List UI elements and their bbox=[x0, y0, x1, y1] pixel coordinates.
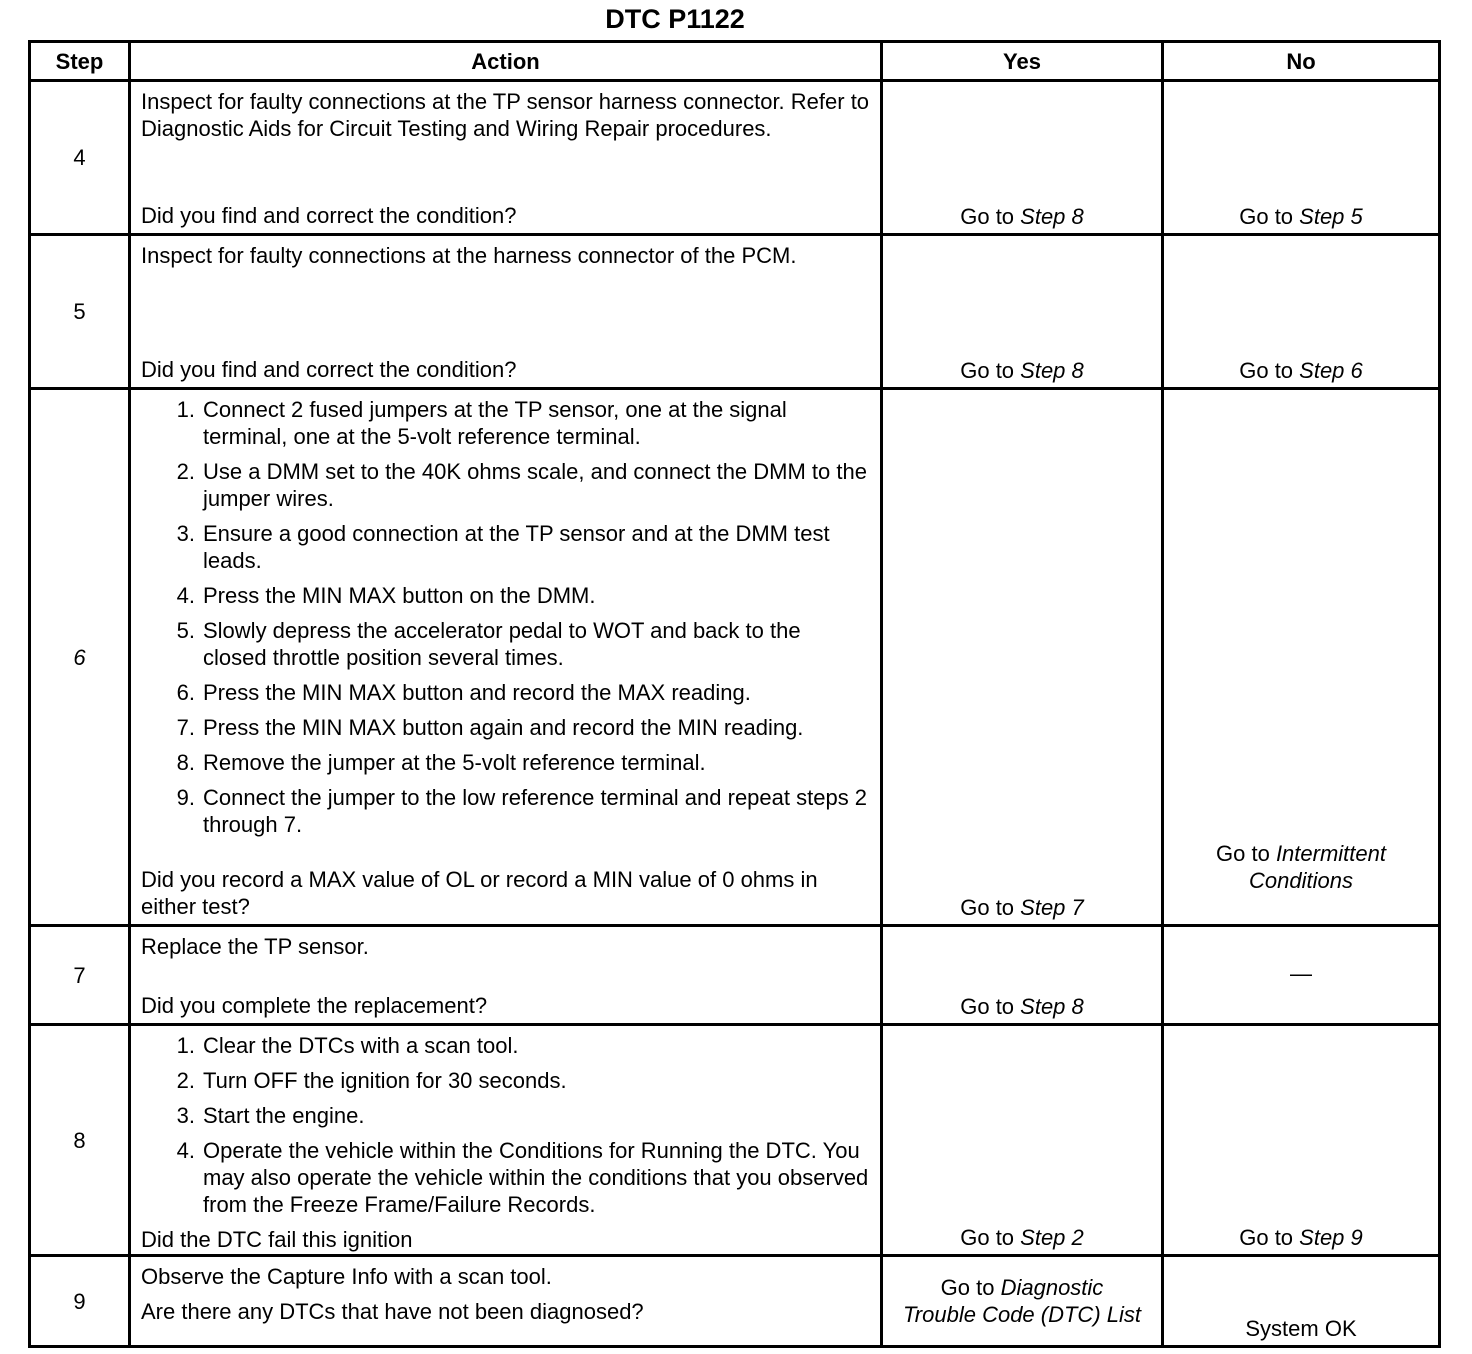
no-target: Step 5 bbox=[1299, 204, 1363, 229]
yes-prefix: Go to bbox=[960, 1225, 1021, 1250]
list-item bbox=[141, 1067, 870, 1094]
no-cell bbox=[1163, 389, 1440, 926]
item-number: 7. bbox=[176, 715, 195, 740]
yes-cell bbox=[882, 389, 1163, 926]
header-step: Step bbox=[30, 42, 130, 81]
list-item bbox=[141, 520, 870, 574]
action-text: Inspect for faulty connections at the harness connector of the PCM. bbox=[141, 243, 797, 268]
header-no: No bbox=[1163, 42, 1440, 81]
table-row bbox=[30, 1256, 1440, 1347]
page-title: DTC P1122 bbox=[605, 4, 745, 34]
no-cell bbox=[1163, 1025, 1440, 1256]
list-item bbox=[141, 714, 870, 741]
yes-target: Step 8 bbox=[1020, 994, 1084, 1019]
action-cell bbox=[130, 1256, 882, 1347]
procedure-list bbox=[141, 1032, 870, 1226]
yes-cell bbox=[882, 926, 1163, 1025]
no-cell bbox=[1163, 235, 1440, 389]
no-prefix: Go to bbox=[1239, 1225, 1300, 1250]
step-number: 5 bbox=[30, 235, 130, 389]
list-item bbox=[141, 396, 870, 450]
yes-prefix: Go to bbox=[940, 1275, 1001, 1300]
item-text: Slowly depress the accelerator pedal to WOT and back to the closed throttle position several times. bbox=[203, 618, 801, 670]
item-number: 2. bbox=[176, 459, 195, 484]
item-number: 2. bbox=[176, 1068, 195, 1093]
action-cell bbox=[130, 235, 882, 389]
step-number: 4 bbox=[30, 81, 130, 235]
no-cell bbox=[1163, 81, 1440, 235]
item-text: Use a DMM set to the 40K ohms scale, and connect the DMM to the jumper wires. bbox=[203, 459, 867, 511]
step-number bbox=[30, 389, 130, 926]
table-row bbox=[30, 389, 1440, 926]
yes-cell bbox=[882, 235, 1163, 389]
item-text: Turn OFF the ignition for 30 seconds. bbox=[203, 1068, 567, 1093]
action-cell bbox=[130, 1025, 882, 1256]
step-number: 7 bbox=[30, 926, 130, 1025]
list-item bbox=[141, 679, 870, 706]
action-text: Inspect for faulty connections at the TP sensor harness connector. Refer to Diagnostic Aids for Circuit Testing and Wiring Repair procedures. bbox=[141, 89, 870, 141]
list-item bbox=[141, 1032, 870, 1059]
item-number: 1. bbox=[176, 1033, 195, 1058]
header-yes: Yes bbox=[882, 42, 1163, 81]
step-number: 8 bbox=[30, 1025, 130, 1256]
item-number: 8. bbox=[176, 750, 195, 775]
no-prefix: Go to bbox=[1239, 204, 1300, 229]
list-item bbox=[141, 1102, 870, 1129]
yes-prefix: Go to bbox=[960, 994, 1021, 1019]
yes-target: Step 2 bbox=[1020, 1225, 1084, 1250]
action-cell bbox=[130, 389, 882, 926]
yes-target: Step 8 bbox=[1020, 204, 1084, 229]
action-question: Did you find and correct the condition? bbox=[141, 203, 517, 228]
list-item bbox=[141, 582, 870, 609]
item-number: 9. bbox=[176, 785, 195, 810]
no-target: Step 9 bbox=[1299, 1225, 1363, 1250]
yes-cell bbox=[882, 1256, 1163, 1347]
no-cell bbox=[1163, 926, 1440, 1025]
no-prefix: Go to bbox=[1216, 841, 1276, 866]
action-question: Are there any DTCs that have not been diagnosed? bbox=[141, 1299, 644, 1324]
action-cell bbox=[130, 81, 882, 235]
table-row bbox=[30, 81, 1440, 235]
item-text: Press the MIN MAX button and record the MAX reading. bbox=[203, 680, 751, 705]
table-row bbox=[30, 1025, 1440, 1256]
item-number: 6. bbox=[176, 680, 195, 705]
header-action: Action bbox=[130, 42, 882, 81]
yes-prefix: Go to bbox=[960, 358, 1021, 383]
item-number: 3. bbox=[176, 1103, 195, 1128]
item-text: Connect 2 fused jumpers at the TP sensor, one at the signal terminal, one at the 5-volt reference terminal. bbox=[203, 397, 787, 449]
action-question: Did you record a MAX value of OL or record a MIN value of 0 ohms in either test? bbox=[141, 867, 818, 919]
item-number: 1. bbox=[176, 397, 195, 422]
yes-prefix: Go to bbox=[960, 895, 1021, 920]
yes-cell bbox=[882, 81, 1163, 235]
no-dash: — bbox=[1290, 961, 1312, 986]
list-item bbox=[141, 749, 870, 776]
no-text: System OK bbox=[1245, 1316, 1357, 1341]
yes-cell bbox=[882, 1025, 1163, 1256]
item-number: 5. bbox=[176, 618, 195, 643]
action-question: Did you find and correct the condition? bbox=[141, 357, 517, 382]
action-text: Observe the Capture Info with a scan tool. bbox=[141, 1264, 552, 1289]
item-text: Press the MIN MAX button again and record the MIN reading. bbox=[203, 715, 804, 740]
item-number: 3. bbox=[176, 521, 195, 546]
yes-target: Diagnostic Trouble Code (DTC) List bbox=[903, 1275, 1141, 1327]
item-text: Operate the vehicle within the Conditions for Running the DTC. You may also operate the vehicle within the conditions that you observed from the Freeze Frame/Failure Records. bbox=[203, 1138, 869, 1217]
procedure-list bbox=[141, 396, 870, 846]
no-cell bbox=[1163, 1256, 1440, 1347]
item-text: Start the engine. bbox=[203, 1103, 365, 1128]
step-number: 9 bbox=[30, 1256, 130, 1347]
action-text: Replace the TP sensor. bbox=[141, 934, 369, 959]
item-text: Connect the jumper to the low reference terminal and repeat steps 2 through 7. bbox=[203, 785, 868, 837]
yes-prefix: Go to bbox=[960, 204, 1021, 229]
item-text: Remove the jumper at the 5-volt reference terminal. bbox=[203, 750, 706, 775]
no-target: Step 6 bbox=[1299, 358, 1363, 383]
table-row bbox=[30, 235, 1440, 389]
yes-target: Step 8 bbox=[1020, 358, 1084, 383]
no-target: Intermittent Conditions bbox=[1249, 841, 1386, 893]
item-number: 4. bbox=[176, 1138, 195, 1163]
yes-target: Step 7 bbox=[1020, 895, 1084, 920]
list-item bbox=[141, 458, 870, 512]
item-number: 4. bbox=[176, 583, 195, 608]
list-item bbox=[141, 1137, 870, 1218]
action-question: Did you complete the replacement? bbox=[141, 993, 488, 1018]
table-row bbox=[30, 926, 1440, 1025]
diagnostic-table bbox=[28, 40, 1441, 1348]
item-text: Ensure a good connection at the TP sensor and at the DMM test leads. bbox=[203, 521, 830, 573]
no-prefix: Go to bbox=[1239, 358, 1300, 383]
item-text: Press the MIN MAX button on the DMM. bbox=[203, 583, 596, 608]
list-item bbox=[141, 784, 870, 838]
list-item bbox=[141, 617, 870, 671]
header-row bbox=[30, 42, 1440, 81]
action-cell bbox=[130, 926, 882, 1025]
step-number-text: 6 bbox=[73, 644, 86, 670]
item-text: Clear the DTCs with a scan tool. bbox=[203, 1033, 519, 1058]
action-question: Did the DTC fail this ignition bbox=[141, 1227, 413, 1252]
